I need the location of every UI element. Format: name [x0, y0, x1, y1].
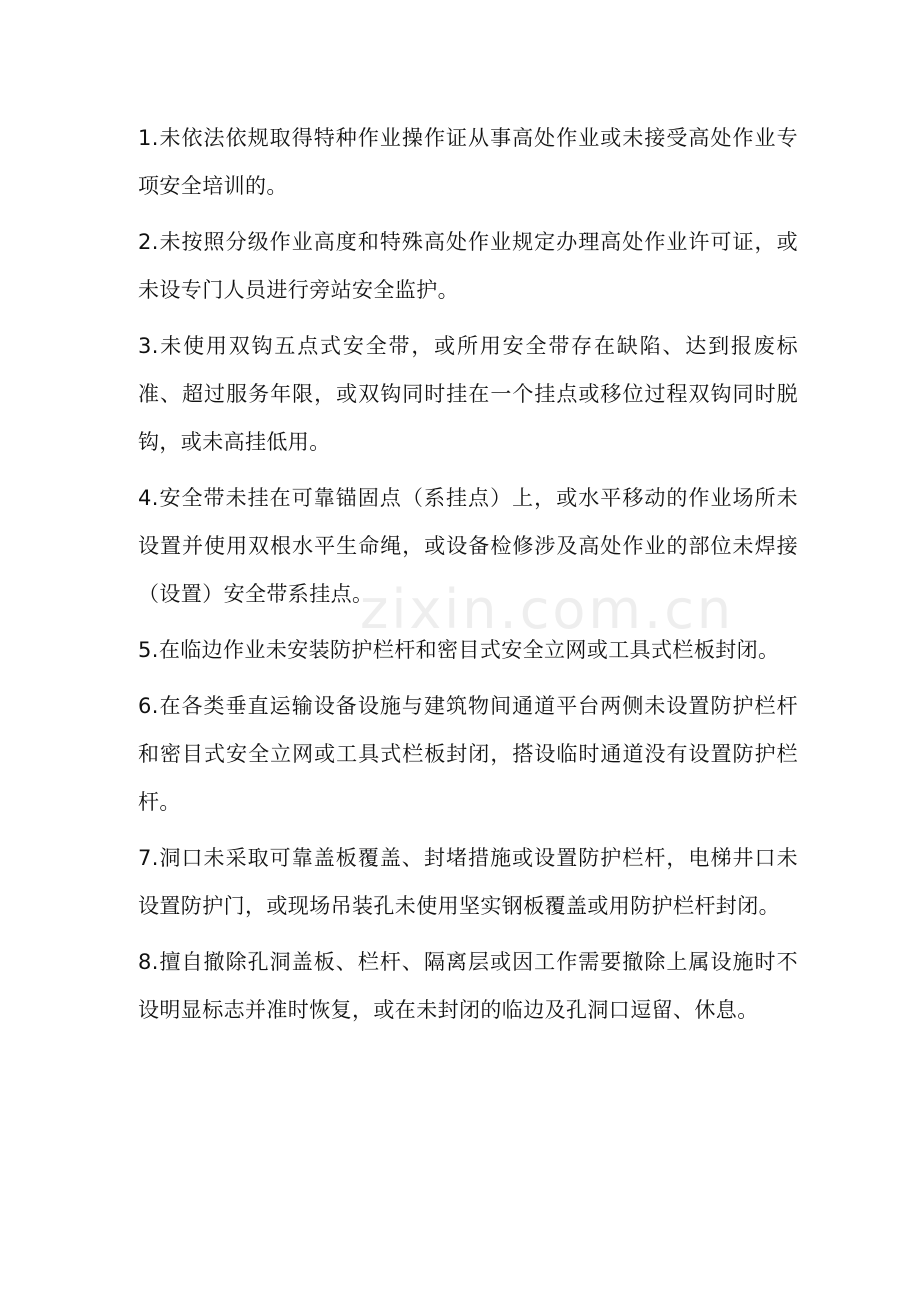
document-body: [138, 114, 798, 1042]
list-item-5: 5.在临边作业未安装防护栏杆和密目式安全立网或工具式栏板封闭。: [138, 638, 780, 662]
list-item-8: 8.擅自撤除孔洞盖板、栏杆、隔离层或因工作需要撤除上属设施时不设明显标志并准时恢复，或在未封闭的临边及孔洞口逗留、休息。: [138, 950, 798, 1022]
list-item-3: 3.未使用双钩五点式安全带，或所用安全带存在缺陷、达到报废标准、超过服务年限，或双钩同时挂在一个挂点或移位过程双钩同时脱钩，或未高挂低用。: [138, 334, 798, 454]
list-item-1: 1.未依法依规取得特种作业操作证从事高处作业或未接受高处作业专项安全培训的。: [138, 126, 798, 198]
list-item-6: 6.在各类垂直运输设备设施与建筑物间通道平台两侧未设置防护栏杆和密目式安全立网或工具式栏板封闭，搭设临时通道没有设置防护栏杆。: [138, 694, 798, 814]
watermark-text: zixin.com.cn: [360, 578, 735, 641]
list-item-7: 7.洞口未采取可靠盖板覆盖、封堵措施或设置防护栏杆，电梯井口未设置防护门，或现场吊装孔未使用坚实钢板覆盖或用防护栏杆封闭。: [138, 846, 798, 918]
list-item-2: 2.未按照分级作业高度和特殊高处作业规定办理高处作业许可证，或未设专门人员进行旁站安全监护。: [138, 230, 798, 302]
list-item-4: 4.安全带未挂在可靠锚固点（系挂点）上，或水平移动的作业场所未设置并使用双根水平生命绳，或设备检修涉及高处作业的部位未焊接（设置）安全带系挂点。: [138, 486, 798, 606]
